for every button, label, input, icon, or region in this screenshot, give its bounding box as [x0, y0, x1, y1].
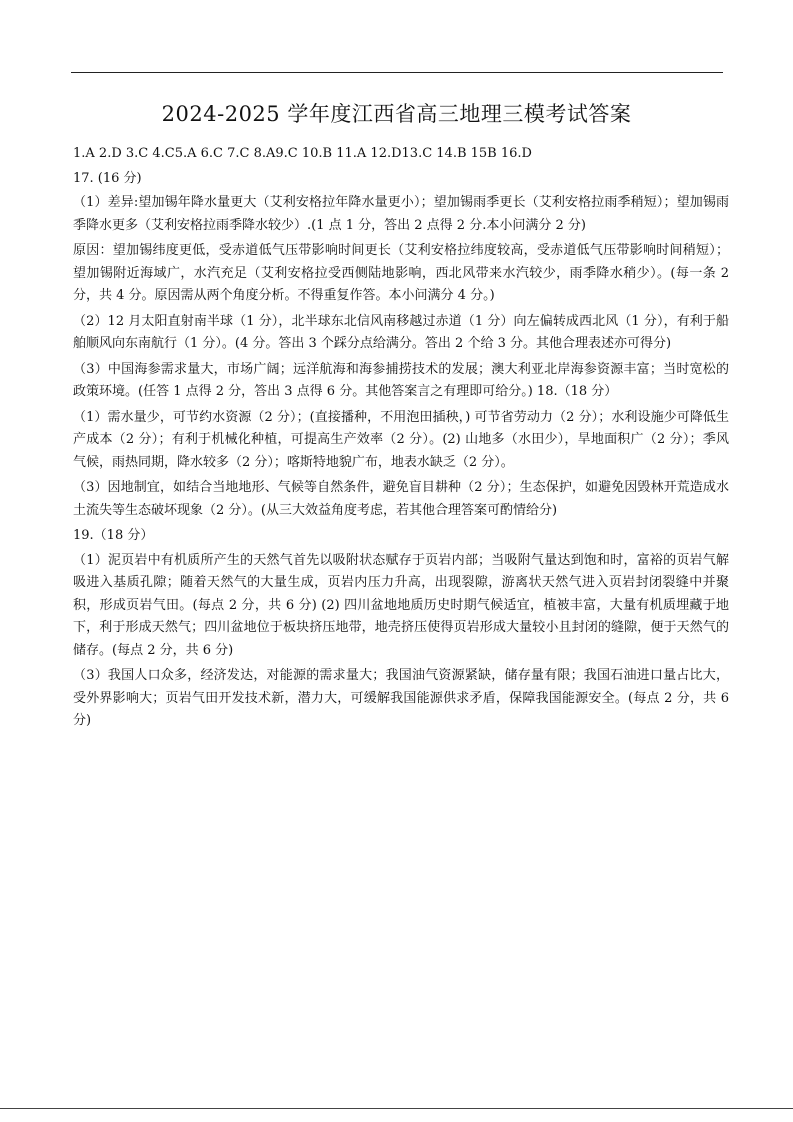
answer-body	[73, 143, 729, 736]
q19-part1-2: （1）泥页岩中有机质所产生的天然气首先以吸附状态赋存于页岩内部；当吸附气量达到饱和时，富裕的页岩气解吸进入基质孔隙；随着天然气的大量生成，页岩内压力升高，出现裂隙，游离状天然气进入页岩封闭裂缝中并聚积，形成页岩气田。(每点 2 分，共 6 分) (2) 四川盆地地质历史时期气候适宜，植被丰富，大量有机质埋藏于地下，利于形成天然气；四川盆地位于板块挤压地带，地壳挤压使得页岩形成大量较小且封闭的缝隙，便于天然气的储存。(每点 2 分，共 6 分)	[73, 552, 729, 658]
page-title: 2024-2025 学年度江西省高三地理三模考试答案	[161, 102, 632, 126]
q19-header: 19.（18 分）	[73, 528, 154, 543]
q18-part1-2: （1）需水量少，可节约水资源（2 分）；(直接播种，不用泡田插秧，) 可节省劳动力（2 分）；水利设施少可降低生产成本（2 分）；有利于机械化种植，可提高生产效率（2 分）。(2) 山地多（水田少），旱地面积广（2 分）；季风气候，雨热同期，降水较多（2 分）；喀斯特地貌广布，地表水缺乏（2 分）。	[73, 409, 729, 470]
q17-part1-reason: 原因：望加锡纬度更低，受赤道低气压带影响时间更长（艾利安格拉纬度较高，受赤道低气压带影响时间稍短）；望加锡附近海域广，水汽充足（艾利安格拉受西侧陆地影响，西北风带来水汽较少，雨季降水稍少）。(每一条 2 分，共 4 分。原因需从两个角度分析。不得重复作答。本小问满分 4 分。)	[73, 243, 729, 303]
q17-part2: （2）12 月太阳直射南半球（1 分），北半球东北信风南移越过赤道（1 分）向左偏转成西北风（1 分），有利于船舶顺风向东南航行（1 分）。(4 分。答出 3 个踩分点给满分。答出 2 个给 3 分。其他合理表述亦可得分)	[73, 313, 729, 351]
choice-answers: 1.A 2.D 3.C 4.C5.A 6.C 7.C 8.A9.C 10.B 11.A 12.D13.C 14.B 15B 16.D	[73, 146, 532, 161]
q17-part3: （3）中国海参需求量大，市场广阔；远洋航海和海参捕捞技术的发展；澳大利亚北岸海参资源丰富；当时宽松的政策环境。(任答 1 点得 2 分，答出 3 点得 6 分。其他答案言之有理即可给分。) 18.（18 分）	[73, 361, 729, 399]
q17-header: 17. (16 分)	[73, 170, 142, 186]
q17-part1-difference: （1）差异:望加锡年降水量更大（艾利安格拉年降水量更小）；望加锡雨季更长（艾利安格拉雨季稍短）；望加锡雨季降水更多（艾利安格拉雨季降水较少）.(1 点 1 分，答出 2 点得 2 分.本小问满分 2 分)	[73, 195, 729, 233]
header-rule	[71, 72, 723, 73]
footer-rule	[0, 1108, 793, 1109]
q19-part3: （3）我国人口众多，经济发达，对能源的需求量大；我国油气资源紧缺，储存量有限；我国石油进口量占比大，受外界影响大；页岩气田开发技术新，潜力大，可缓解我国能源供求矛盾，保障我国能源安全。(每点 2 分，共 6 分)	[73, 668, 729, 728]
q18-part3: （3）因地制宜，如结合当地地形、气候等自然条件，避免盲目耕种（2 分）；生态保护，如避免因毁林开荒造成水土流失等生态破坏现象（2 分）。(从三大效益角度考虑，若其他合理答案可酌情给分)	[73, 480, 729, 518]
